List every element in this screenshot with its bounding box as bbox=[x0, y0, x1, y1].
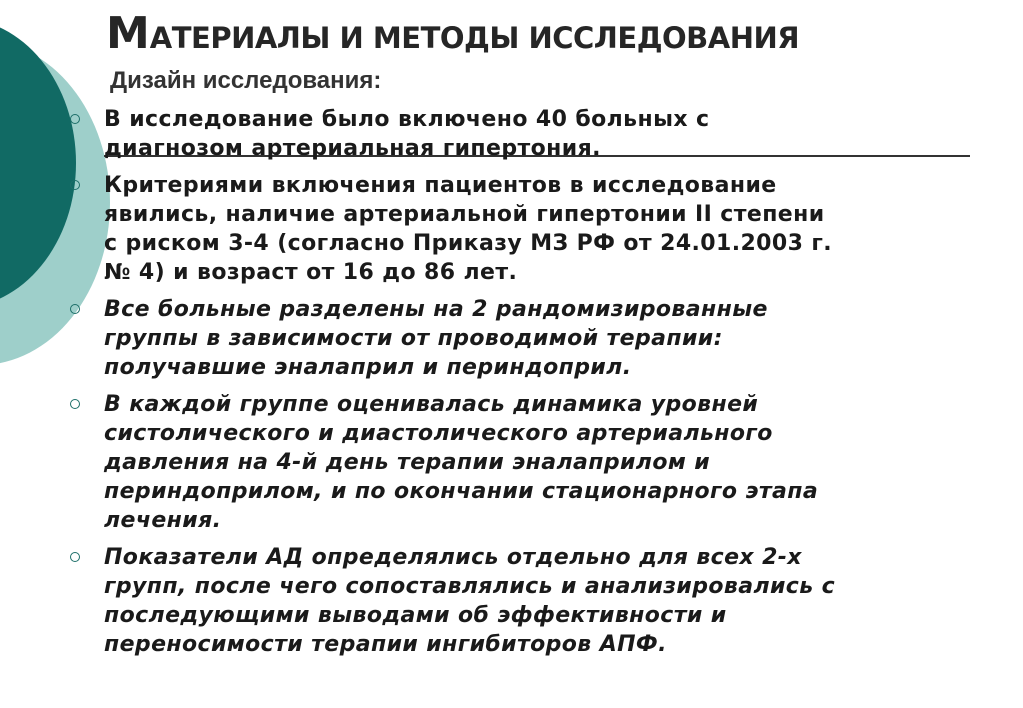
bullet-ring-icon bbox=[70, 180, 80, 190]
title-initial-letter: М bbox=[106, 8, 150, 59]
bullet-ring-icon bbox=[70, 304, 80, 314]
bullet-item bbox=[0, 295, 1023, 382]
bullet-text: Показатели АД определялись отдельно для всех 2-х групп, после чего сопоставлялись и анализировались с последующими выводами об эффективности и переносимости терапии ингибиторов АПФ. bbox=[104, 545, 836, 657]
bullet-text: В исследование было включено 40 больных с диагнозом артериальная гипертония. bbox=[104, 107, 710, 161]
bullet-item bbox=[0, 171, 1023, 287]
title-rest: АТЕРИАЛЫ И МЕТОДЫ ИССЛЕДОВАНИЯ bbox=[149, 21, 800, 55]
bullet-text: Все больные разделены на 2 рандомизированные группы в зависимости от проводимой терапии: получавшие эналаприл и периндоприл. bbox=[104, 297, 768, 380]
bullet-text: В каждой группе оценивалась динамика уровней систолического и диастолического артериального давления на 4-й день терапии эналаприлом и периндоприлом, и по окончании стационарного этапа лечения. bbox=[104, 392, 819, 533]
slide-subtitle: Дизайн исследования: bbox=[110, 67, 382, 94]
bullet-ring-icon bbox=[70, 552, 80, 562]
bullet-list bbox=[0, 105, 1023, 667]
slide-title bbox=[106, 8, 799, 59]
bullet-item bbox=[0, 105, 1023, 163]
bullet-item bbox=[0, 543, 1023, 659]
bullet-ring-icon bbox=[70, 399, 80, 409]
bullet-text: Критериями включения пациентов в исследование явились, наличие артериальной гипертонии II степени с риском 3-4 (согласно Приказу МЗ РФ от 24.01.2003 г. № 4) и возраст от 16 до 86 лет. bbox=[104, 173, 833, 285]
bullet-item bbox=[0, 390, 1023, 535]
bullet-ring-icon bbox=[70, 114, 80, 124]
